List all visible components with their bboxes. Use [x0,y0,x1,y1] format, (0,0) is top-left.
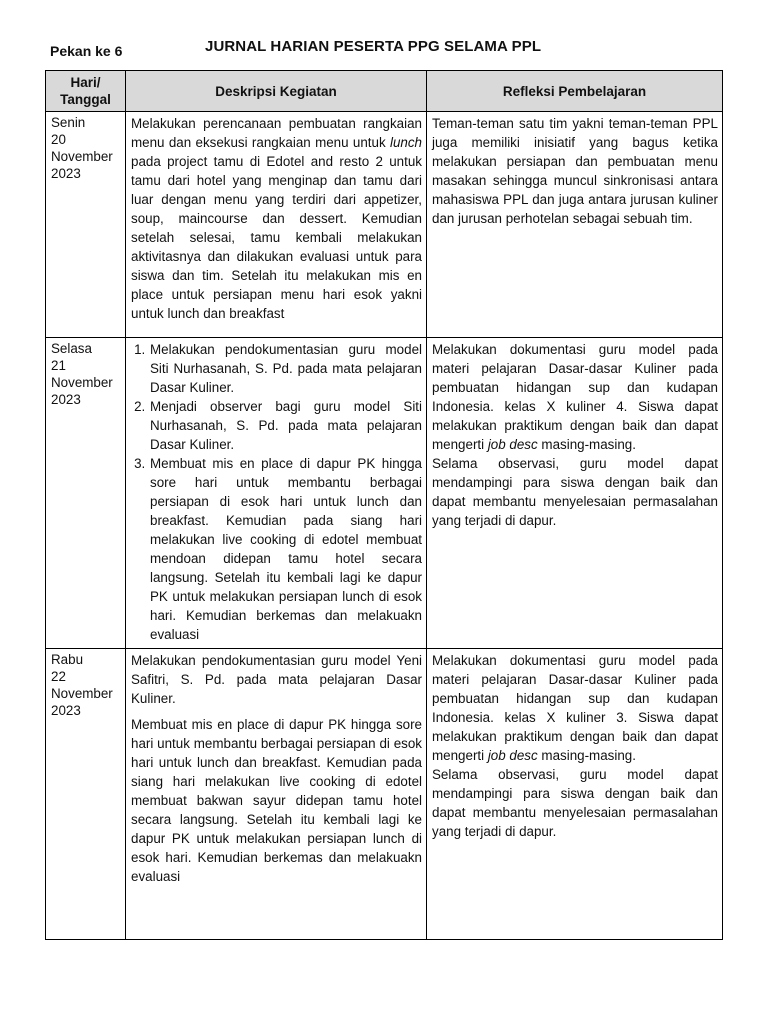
table-header-row [46,71,723,112]
day-name: Selasa [51,341,92,356]
description-text: Melakukan pendokumentasian guru model Yeni Safitri, S. Pd. pada mata pelajaran Dasar Kuliner. [131,653,422,706]
column-header-description: Deskripsi Kegiatan [126,71,427,112]
day-year: 2023 [51,392,81,407]
reflection-text-part1: Melakukan dokumentasi guru model pada materi pelajaran Dasar-dasar Kuliner pada pembuatan hidangan sup dan kudapan Indonesia. kelas X kuliner 4. Siswa dapat melakukan praktikum dengan baik dan dapat mengerti [432,342,718,452]
day-year: 2023 [51,166,81,181]
table-row [46,112,723,338]
day-year: 2023 [51,703,81,718]
description-cell [126,338,427,649]
description-cell [126,112,427,338]
page-header [0,0,768,70]
document-title: JURNAL HARIAN PESERTA PPG SELAMA PPL [205,38,542,55]
column-header-reflection: Refleksi Pembelajaran [427,71,723,112]
description-step: 3. Membuat mis en place di dapur PK hingga sore hari untuk membantu berbagai persiapan di esok hari untuk lunch dan breakfast. Kemudian pada siang hari melakukan live cooking di edotel membuat mendoan didepan tamu hotel secara langsung. Setelah itu kembali lagi ke dapur PK untuk melakukan persiapan lunch di esok hari. Kemudian berkemas dan melakuakn evaluasi [149,454,422,644]
day-date: 21 [51,358,66,373]
day-cell [46,649,126,940]
day-date: 22 [51,669,66,684]
description-text [131,114,422,323]
description-text-part1: Melakukan perencanaan pembuatan rangkaian menu dan eksekusi rangkaian menu untuk [131,116,422,150]
reflection-text-emphasis: job desc [487,437,538,452]
reflection-cell [427,649,723,940]
reflection-cell [427,338,723,649]
day-month: November [51,149,113,164]
description-steps [131,340,422,644]
reflection-text [432,651,718,765]
day-date: 20 [51,132,66,147]
reflection-text-emphasis: job desc [487,748,538,763]
week-label: Pekan ke 6 [50,43,123,59]
description-text-emphasis: lunch [389,135,422,150]
day-name: Rabu [51,652,84,667]
reflection-text-part2: masing-masing. [537,748,636,763]
day-month: November [51,686,113,701]
day-cell [46,112,126,338]
day-cell [46,338,126,649]
reflection-text-part1: Melakukan dokumentasi guru model pada materi pelajaran Dasar-dasar Kuliner pada pembuatan hidangan sup dan kudapan Indonesia. kelas X kuliner 3. Siswa dapat melakukan praktikum dengan baik dan dapat mengerti [432,653,718,763]
description-step: 2. Menjadi observer bagi guru model Siti Nurhasanah, S. Pd. pada mata pelajaran Dasar Kuliner. [149,397,422,454]
column-header-day [46,71,126,112]
table-row [46,649,723,940]
reflection-text-part2: masing-masing. [537,437,636,452]
day-name: Senin [51,115,86,130]
reflection-observation: Selama observasi, guru model dapat mendampingi para siswa dengan baik dan dapat membantu menyelesaian permasalahan yang terjadi di dapur. [432,767,718,839]
column-header-day-line1: Hari/ [70,75,101,90]
table-row [46,338,723,649]
reflection-cell [427,112,723,338]
description-text: Membuat mis en place di dapur PK hingga sore hari untuk membantu berbagai persiapan di esok hari untuk lunch dan breakfast. Kemudian pada siang hari melakukan live cooking di edotel membuat bakwan sayur didepan tamu hotel secara langsung. Setelah itu kembali lagi ke dapur PK untuk melakukan persiapan lunch di esok hari. Kemudian berkemas dan melakuakn evaluasi [131,717,422,884]
reflection-text [432,340,718,454]
day-month: November [51,375,113,390]
description-cell [126,649,427,940]
reflection-text: Teman-teman satu tim yakni teman-teman PPL juga memiliki inisiatif yang bagus ketika melakukan persiapan dan pembuatan menu masakan sehingga muncul sinkronisasi antara mahasiswa PPL dan juga antara jurusan kuliner dan jurusan perhotelan sebagai sebuah tim. [432,116,718,226]
column-header-day-line2: Tanggal [60,92,111,107]
description-text-part2: pada project tamu di Edotel and resto 2 untuk tamu dari hotel yang menginap dan tamu dari luar dengan menu yang terdiri dari appetizer, soup, maincourse dan dessert. Kemudian setelah selesai, tamu kembali melakukan aktivitasnya dan dilakukan evaluasi untuk para siswa dan tim. Setelah itu melakukan mis en place untuk persiapan menu hari esok yakni untuk lunch dan breakfast [131,154,422,321]
description-step: 1. Melakukan pendokumentasian guru model Siti Nurhasanah, S. Pd. pada mata pelajaran Dasar Kuliner. [149,340,422,397]
journal-table [45,70,723,940]
reflection-observation: Selama observasi, guru model dapat mendampingi para siswa dengan baik dan dapat membantu menyelesaian permasalahan yang terjadi di dapur. [432,456,718,528]
